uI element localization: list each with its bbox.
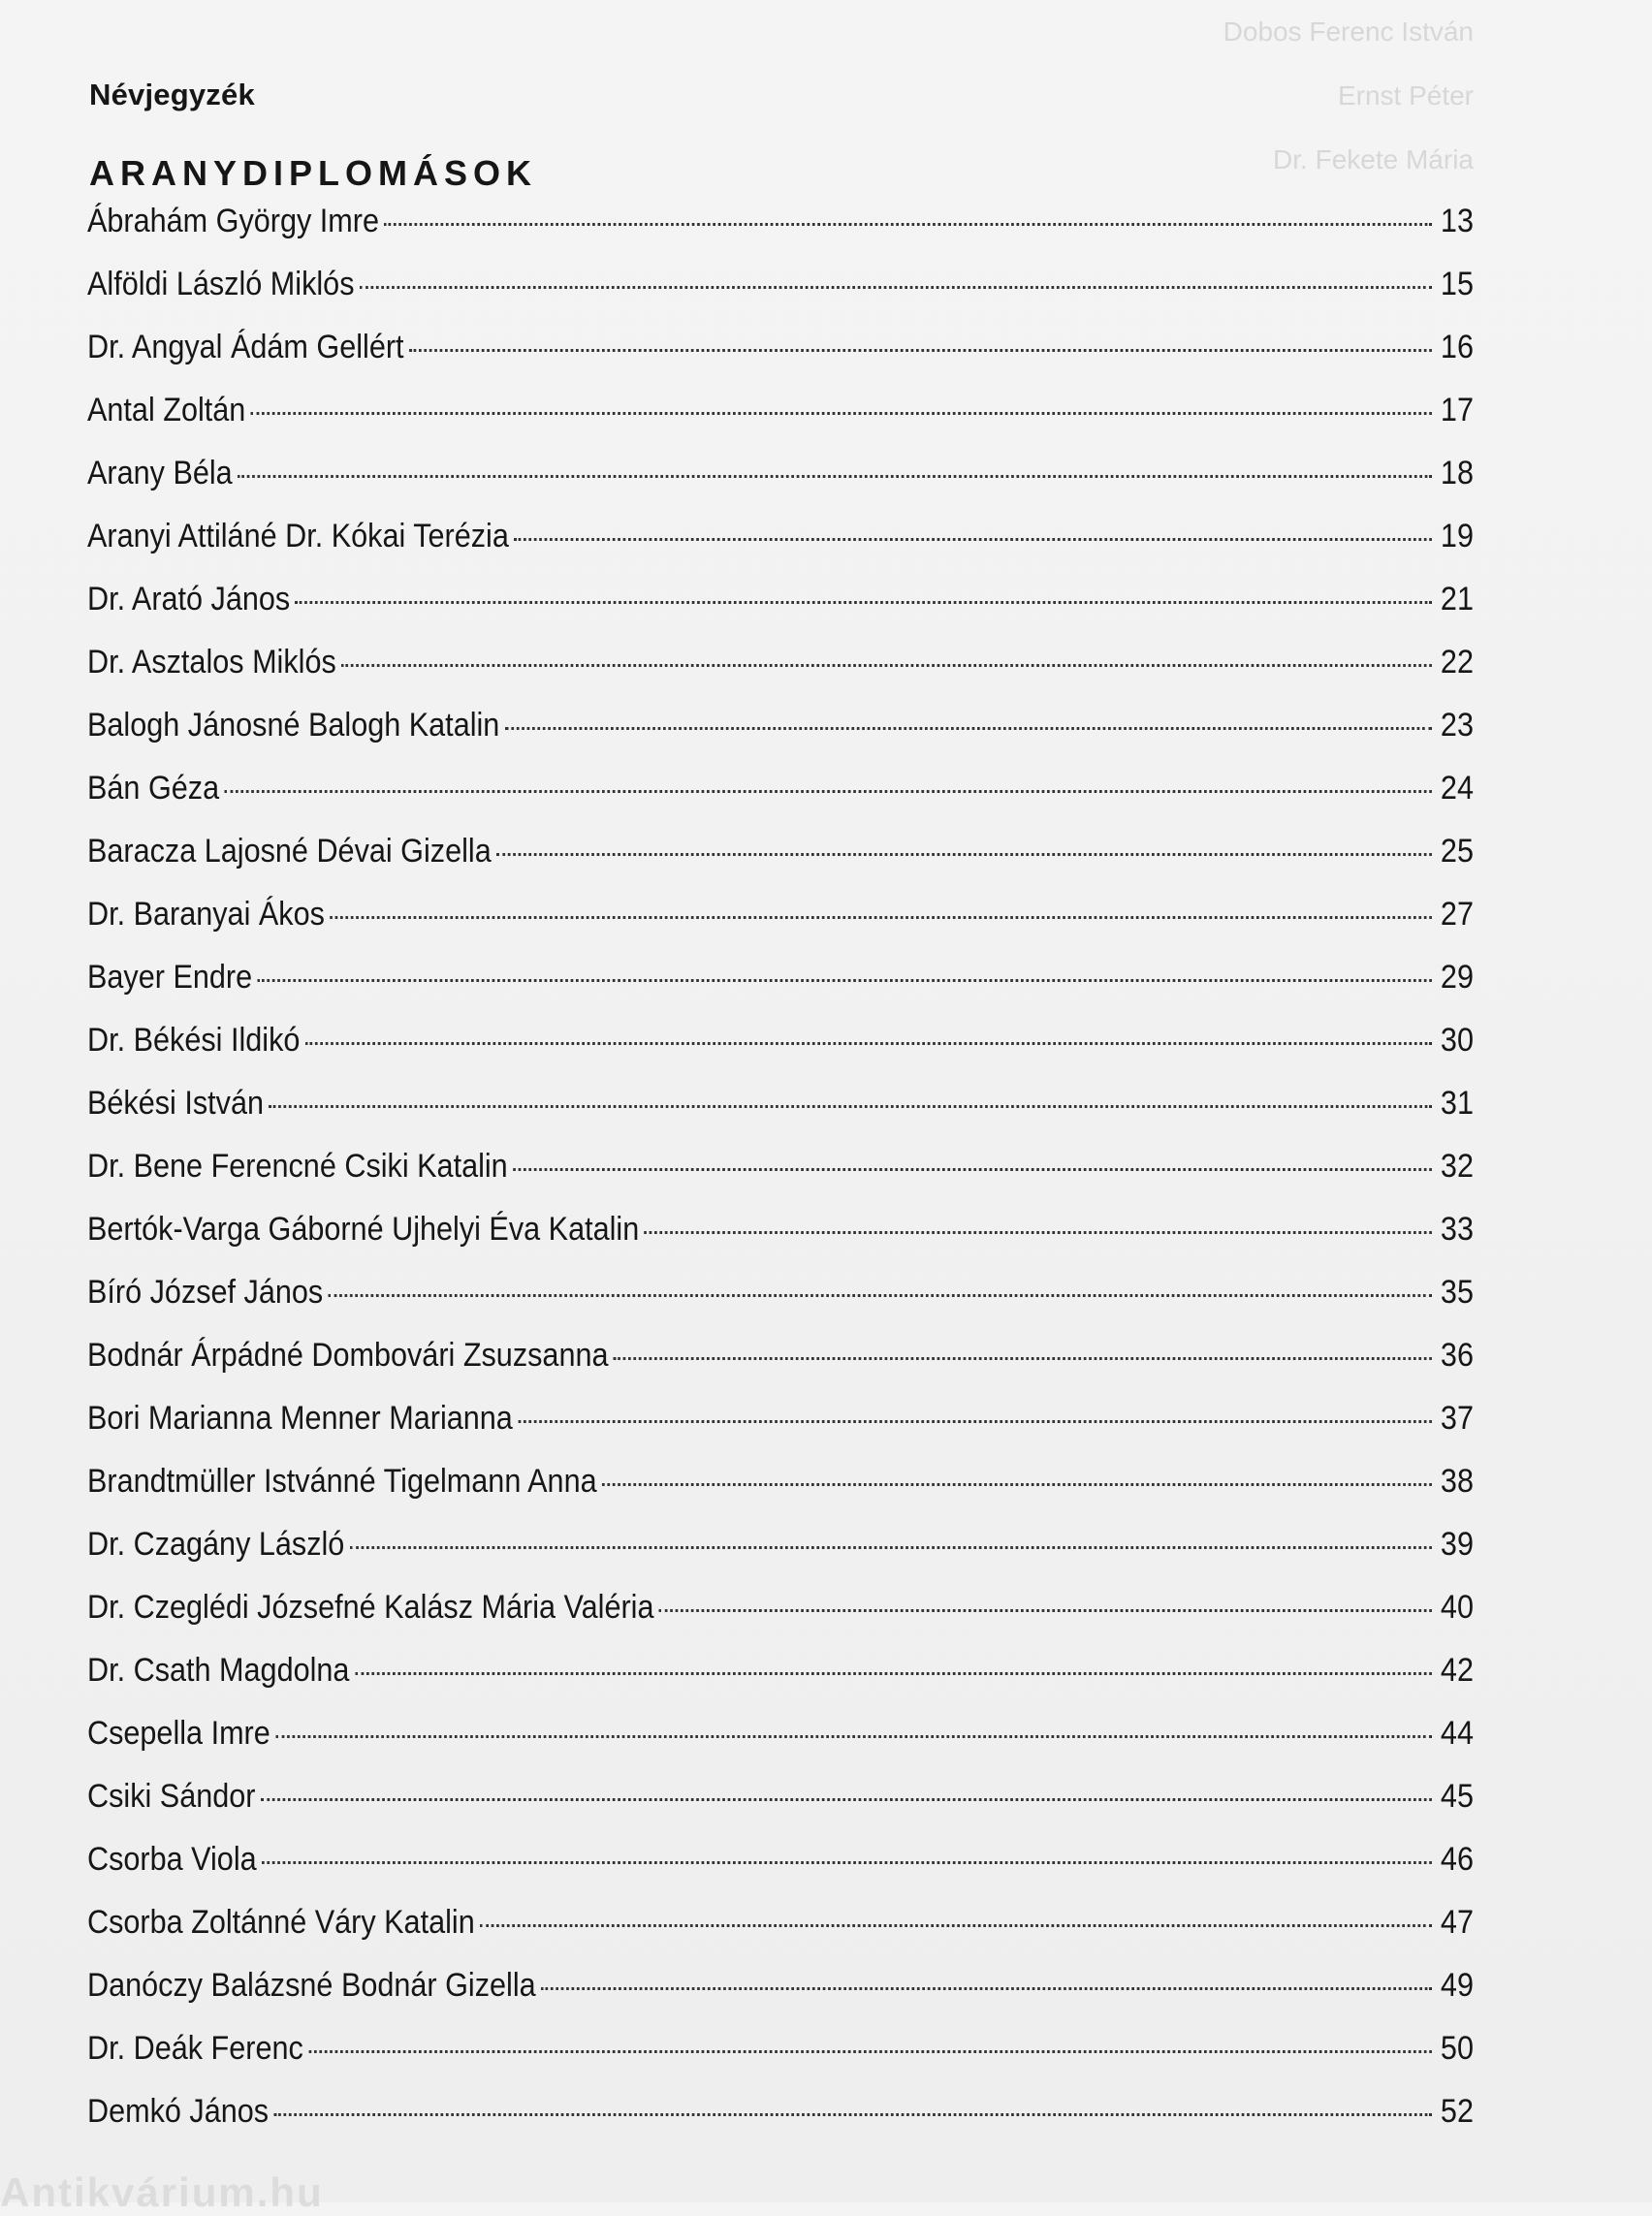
entry-name: Dr. Deák Ferenc bbox=[87, 2030, 303, 2067]
entry-name: Csorba Zoltánné Váry Katalin bbox=[87, 1904, 475, 1941]
entry-page-number: 36 bbox=[1440, 1337, 1474, 1374]
toc-entry bbox=[87, 642, 1474, 705]
entry-name: Dr. Bene Ferencné Csiki Katalin bbox=[87, 1148, 508, 1185]
dot-leader bbox=[269, 1105, 1432, 1108]
toc-entry bbox=[87, 1335, 1474, 1398]
entry-page-number: 16 bbox=[1440, 329, 1474, 365]
entry-page-number: 37 bbox=[1440, 1400, 1474, 1437]
entry-name: Demkó János bbox=[87, 2093, 270, 2130]
entry-name: Bori Marianna Menner Marianna bbox=[87, 1400, 513, 1437]
entry-name: Bertók-Varga Gáborné Ujhelyi Éva Katalin bbox=[87, 1211, 640, 1248]
toc-entry bbox=[87, 2028, 1474, 2091]
entry-page-number: 21 bbox=[1440, 581, 1474, 617]
dot-leader bbox=[614, 1357, 1432, 1360]
page-title: Névjegyzék bbox=[89, 78, 255, 111]
toc-entry bbox=[87, 453, 1474, 516]
dot-leader bbox=[384, 223, 1432, 226]
toc-entry bbox=[87, 390, 1474, 453]
toc-entry bbox=[87, 516, 1474, 579]
entry-page-number: 50 bbox=[1440, 2030, 1474, 2067]
toc-entry bbox=[87, 1020, 1474, 1083]
dot-leader bbox=[496, 853, 1432, 856]
toc-entry bbox=[87, 1776, 1474, 1839]
entry-page-number: 49 bbox=[1440, 1967, 1474, 2004]
dot-leader bbox=[251, 412, 1432, 415]
dot-leader bbox=[296, 601, 1432, 604]
toc-entry bbox=[87, 705, 1474, 768]
dot-leader bbox=[350, 1546, 1432, 1549]
dot-leader bbox=[305, 1042, 1432, 1045]
entry-page-number: 42 bbox=[1440, 1652, 1474, 1689]
entry-page-number: 47 bbox=[1440, 1904, 1474, 1941]
entry-name: Dr. Arató János bbox=[87, 581, 291, 617]
entry-name: Balogh Jánosné Balogh Katalin bbox=[87, 707, 500, 744]
entry-name: Dr. Angyal Ádám Gellért bbox=[87, 329, 404, 365]
entry-page-number: 24 bbox=[1440, 770, 1474, 807]
toc-entry bbox=[87, 1965, 1474, 2028]
toc-entry bbox=[87, 1524, 1474, 1587]
toc-entry bbox=[87, 1146, 1474, 1209]
toc-entry bbox=[87, 1650, 1474, 1713]
entry-page-number: 38 bbox=[1440, 1463, 1474, 1500]
entry-name: Danóczy Balázsné Bodnár Gizella bbox=[87, 1967, 536, 2004]
entry-page-number: 29 bbox=[1440, 959, 1474, 996]
toc-entry bbox=[87, 1272, 1474, 1335]
toc-entry bbox=[87, 2091, 1474, 2154]
dot-leader bbox=[645, 1231, 1432, 1234]
toc-entry bbox=[87, 957, 1474, 1020]
entry-page-number: 40 bbox=[1440, 1589, 1474, 1626]
toc-entry bbox=[87, 1209, 1474, 1272]
dot-leader bbox=[518, 1420, 1432, 1423]
toc-entry bbox=[87, 1083, 1474, 1146]
toc-entry bbox=[87, 1398, 1474, 1461]
dot-leader bbox=[273, 2113, 1431, 2116]
entry-name: Brandtmüller Istvánné Tigelmann Anna bbox=[87, 1463, 597, 1500]
entry-page-number: 32 bbox=[1440, 1148, 1474, 1185]
toc-entry bbox=[87, 768, 1474, 831]
dot-leader bbox=[480, 1924, 1432, 1927]
toc-entry bbox=[87, 1587, 1474, 1650]
entry-name: Békési István bbox=[87, 1085, 264, 1122]
entry-page-number: 27 bbox=[1440, 896, 1474, 933]
toc-entry bbox=[87, 831, 1474, 894]
toc-entry bbox=[87, 1902, 1474, 1965]
section-title: ARANYDIPLOMÁSOK bbox=[89, 153, 538, 193]
toc-entry bbox=[87, 264, 1474, 327]
entry-name: Baracza Lajosné Dévai Gizella bbox=[87, 833, 492, 870]
entry-name: Dr. Csath Magdolna bbox=[87, 1652, 350, 1689]
entry-name: Dr. Békési Ildikó bbox=[87, 1022, 301, 1059]
dot-leader bbox=[238, 475, 1432, 478]
entry-page-number: 22 bbox=[1440, 644, 1474, 681]
entry-name: Bíró József János bbox=[87, 1274, 324, 1311]
entry-page-number: 17 bbox=[1440, 392, 1474, 428]
dot-leader bbox=[261, 1798, 1432, 1801]
entry-page-number: 33 bbox=[1440, 1211, 1474, 1248]
entry-page-number: 45 bbox=[1440, 1778, 1474, 1815]
dot-leader bbox=[308, 2050, 1432, 2053]
dot-leader bbox=[513, 1168, 1432, 1171]
toc-entry bbox=[87, 894, 1474, 957]
dot-leader bbox=[659, 1609, 1432, 1612]
entry-name: Csorba Viola bbox=[87, 1841, 257, 1878]
entry-name: Dr. Czagány László bbox=[87, 1526, 345, 1563]
entry-name: Bodnár Árpádné Dombovári Zsuzsanna bbox=[87, 1337, 609, 1374]
entry-page-number: 19 bbox=[1440, 518, 1474, 554]
entry-page-number: 18 bbox=[1440, 455, 1474, 491]
entry-name: Csepella Imre bbox=[87, 1715, 270, 1752]
entry-name: Arany Béla bbox=[87, 455, 233, 491]
entry-page-number: 30 bbox=[1440, 1022, 1474, 1059]
toc-entry bbox=[87, 579, 1474, 642]
entry-name: Bán Géza bbox=[87, 770, 220, 807]
entry-name: Dr. Czeglédi Józsefné Kalász Mária Valéria bbox=[87, 1589, 654, 1626]
dot-leader bbox=[514, 538, 1432, 541]
entry-name: Dr. Asztalos Miklós bbox=[87, 644, 336, 681]
entry-page-number: 23 bbox=[1440, 707, 1474, 744]
toc-entry bbox=[87, 327, 1474, 390]
dot-leader bbox=[262, 1861, 1432, 1864]
entry-page-number: 46 bbox=[1440, 1841, 1474, 1878]
dot-leader bbox=[258, 979, 1432, 982]
entry-page-number: 52 bbox=[1440, 2093, 1474, 2130]
watermark: Antikvárium.hu bbox=[0, 2169, 324, 2215]
entry-name: Ábrahám György Imre bbox=[87, 203, 380, 239]
dot-leader bbox=[275, 1735, 1432, 1738]
entry-page-number: 39 bbox=[1440, 1526, 1474, 1563]
entry-name: Antal Zoltán bbox=[87, 392, 246, 428]
toc-entry bbox=[87, 1713, 1474, 1776]
dot-leader bbox=[541, 1987, 1432, 1990]
bleed-through-text: Dobos Ferenc István Ernst Péter Dr. Fekete Mária bbox=[1223, 16, 1474, 174]
entry-page-number: 13 bbox=[1440, 203, 1474, 239]
dot-leader bbox=[330, 916, 1432, 919]
dot-leader bbox=[409, 349, 1432, 352]
toc-entry bbox=[87, 1839, 1474, 1902]
dot-leader bbox=[224, 790, 1431, 793]
entry-page-number: 25 bbox=[1440, 833, 1474, 870]
dot-leader bbox=[360, 286, 1432, 289]
toc-entry bbox=[87, 201, 1474, 264]
entry-name: Dr. Baranyai Ákos bbox=[87, 896, 325, 933]
dot-leader bbox=[355, 1672, 1432, 1675]
entry-name: Bayer Endre bbox=[87, 959, 253, 996]
entry-page-number: 44 bbox=[1440, 1715, 1474, 1752]
dot-leader bbox=[329, 1294, 1432, 1297]
toc-entry bbox=[87, 1461, 1474, 1524]
table-of-contents bbox=[87, 201, 1474, 2154]
dot-leader bbox=[505, 727, 1432, 730]
entry-page-number: 35 bbox=[1440, 1274, 1474, 1311]
entry-page-number: 31 bbox=[1440, 1085, 1474, 1122]
entry-name: Alföldi László Miklós bbox=[87, 266, 355, 302]
entry-name: Aranyi Attiláné Dr. Kókai Terézia bbox=[87, 518, 509, 554]
dot-leader bbox=[602, 1483, 1432, 1486]
entry-page-number: 15 bbox=[1440, 266, 1474, 302]
dot-leader bbox=[341, 664, 1432, 667]
entry-name: Csiki Sándor bbox=[87, 1778, 256, 1815]
